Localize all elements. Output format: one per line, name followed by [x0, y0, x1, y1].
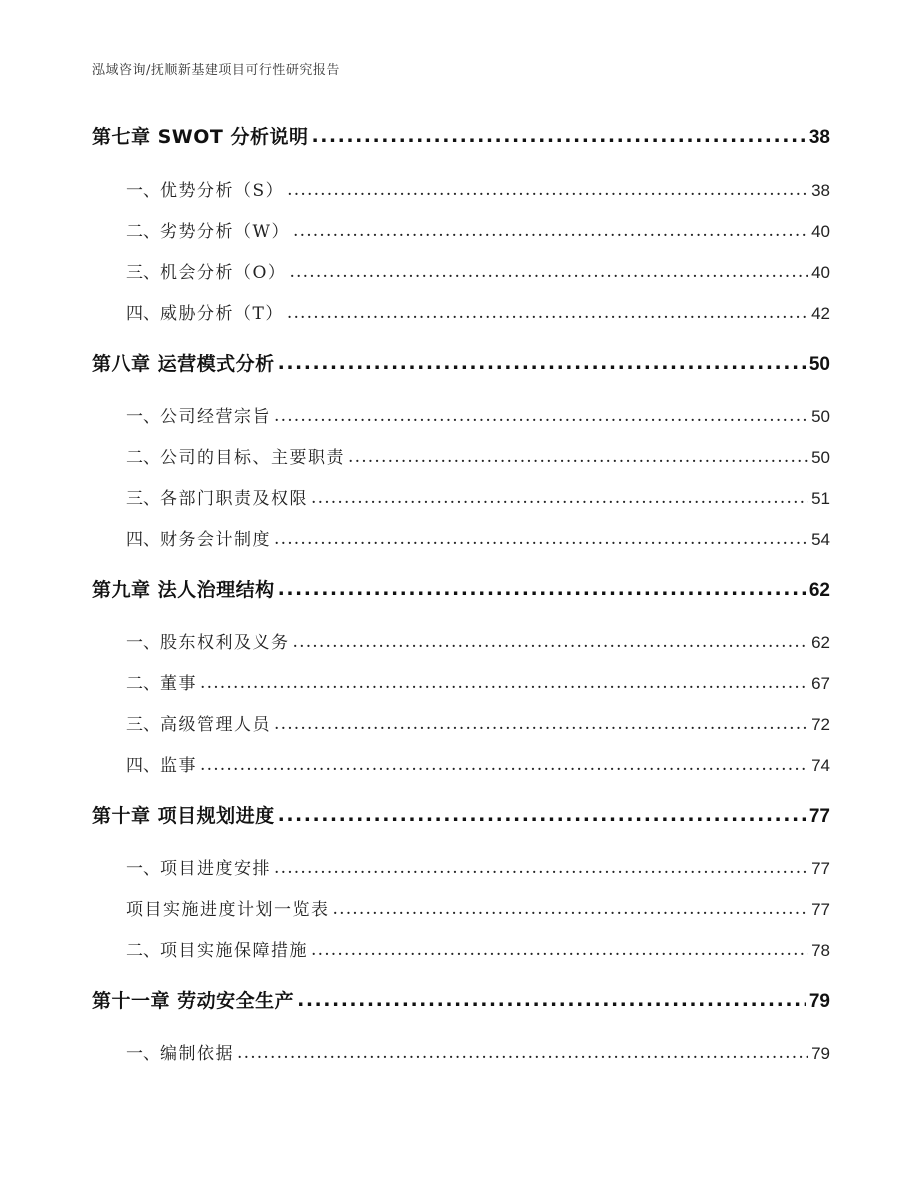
toc-section-number: 二、: [126, 941, 160, 961]
toc-section-9-3[interactable]: [126, 710, 830, 735]
toc-leader-dots: [278, 578, 806, 600]
toc-leader-dots: [278, 804, 806, 826]
toc-page-number: 50: [811, 407, 830, 426]
running-header: 泓域咨询/抚顺新基建项目可行性研究报告: [92, 63, 340, 78]
toc-section-title: 机会分析（O）: [160, 263, 287, 283]
toc-section-title: 项目实施进度计划一览表: [126, 900, 330, 920]
toc-page-number: 62: [811, 633, 830, 652]
toc-leader-dots: [274, 529, 808, 549]
toc-section-number: 一、: [126, 181, 160, 201]
toc-chapter-11[interactable]: [92, 986, 830, 1013]
toc-page-number: 62: [808, 580, 830, 601]
toc-section-number: 一、: [126, 859, 160, 879]
toc-leader-dots: [297, 989, 806, 1011]
toc-section-number: 四、: [126, 530, 160, 550]
toc-section-8-2[interactable]: [126, 443, 830, 468]
toc-leader-dots: [287, 303, 808, 323]
toc-section-9-4[interactable]: [126, 751, 830, 776]
toc-leader-dots: [200, 673, 808, 693]
toc-section-9-1[interactable]: [126, 628, 830, 653]
toc-page-number: 50: [808, 354, 830, 375]
toc-page-number: 54: [811, 530, 830, 549]
toc-leader-dots: [293, 632, 809, 652]
toc-subsection-10-1a[interactable]: [126, 895, 830, 920]
toc-leader-dots: [311, 488, 808, 508]
toc-leader-dots: [274, 406, 808, 426]
toc-section-number: 二、: [126, 674, 160, 694]
toc-section-title: 威胁分析（T）: [160, 304, 284, 324]
toc-section-7-3[interactable]: [126, 258, 830, 283]
toc-section-7-4[interactable]: [126, 299, 830, 324]
toc-chapter-title: 第八章 运营模式分析: [92, 353, 275, 375]
toc-page-number: 72: [811, 715, 830, 734]
toc-page-number: 77: [808, 806, 830, 827]
toc-leader-dots: [287, 180, 808, 200]
toc-page-number: 50: [811, 448, 830, 467]
toc-section-title: 公司的目标、主要职责: [160, 448, 345, 468]
toc-section-number: 二、: [126, 222, 160, 242]
toc-chapter-title: 第十章 项目规划进度: [92, 805, 275, 827]
toc-leader-dots: [311, 125, 805, 147]
toc-section-title: 项目进度安排: [160, 859, 271, 879]
toc-page-number: 51: [811, 489, 830, 508]
toc-leader-dots: [311, 940, 808, 960]
toc-page-number: 77: [811, 900, 830, 919]
toc-leader-dots: [274, 858, 808, 878]
toc-page-number: 67: [811, 674, 830, 693]
toc-chapter-title: 第九章 法人治理结构: [92, 579, 275, 601]
toc-section-9-2[interactable]: [126, 669, 830, 694]
toc-section-title: 劣势分析（W）: [160, 222, 290, 242]
toc-section-title: 财务会计制度: [160, 530, 271, 550]
toc-section-8-3[interactable]: [126, 484, 830, 509]
toc-leader-dots: [293, 221, 808, 241]
toc-section-title: 股东权利及义务: [160, 633, 290, 653]
toc-section-number: 三、: [126, 715, 160, 735]
toc-section-title: 监事: [160, 756, 197, 776]
toc-chapter-7[interactable]: [92, 122, 830, 149]
toc-section-number: 四、: [126, 304, 160, 324]
toc-section-title: 编制依据: [160, 1044, 234, 1064]
toc-page-number: 38: [811, 181, 830, 200]
toc-leader-dots: [278, 352, 806, 374]
toc-chapter-title: 第七章 SWOT 分析说明: [92, 126, 309, 148]
toc-section-title: 董事: [160, 674, 197, 694]
toc-section-7-1[interactable]: [126, 176, 830, 201]
toc-section-title: 高级管理人员: [160, 715, 271, 735]
toc-page-number: 78: [811, 941, 830, 960]
toc-section-8-1[interactable]: [126, 402, 830, 427]
toc-section-10-1[interactable]: [126, 854, 830, 879]
toc-section-title: 公司经营宗旨: [160, 407, 271, 427]
toc-leader-dots: [237, 1043, 808, 1063]
toc-leader-dots: [333, 899, 809, 919]
toc-leader-dots: [289, 262, 808, 282]
toc-section-number: 一、: [126, 633, 160, 653]
toc-leader-dots: [274, 714, 808, 734]
toc-page-number: 79: [811, 1044, 830, 1063]
toc-leader-dots: [200, 755, 808, 775]
toc-page-number: 40: [811, 263, 830, 282]
toc-section-number: 二、: [126, 448, 160, 468]
toc-chapter-9[interactable]: [92, 575, 830, 602]
toc-leader-dots: [348, 447, 808, 467]
toc-section-number: 三、: [126, 489, 160, 509]
toc-page-number: 38: [808, 127, 830, 148]
toc-chapter-title: 第十一章 劳动安全生产: [92, 990, 295, 1012]
toc-section-10-2[interactable]: [126, 936, 830, 961]
toc-section-number: 四、: [126, 756, 160, 776]
toc-section-number: 三、: [126, 263, 160, 283]
toc-page-number: 40: [811, 222, 830, 241]
toc-section-11-1[interactable]: [126, 1039, 830, 1064]
toc-chapter-8[interactable]: [92, 349, 830, 376]
toc-page-number: 74: [811, 756, 830, 775]
toc-section-title: 项目实施保障措施: [160, 941, 308, 961]
toc-section-7-2[interactable]: [126, 217, 830, 242]
toc-section-8-4[interactable]: [126, 525, 830, 550]
toc-section-title: 优势分析（S）: [160, 181, 285, 201]
toc-page-number: 77: [811, 859, 830, 878]
toc-page-number: 79: [808, 991, 830, 1012]
toc-page-number: 42: [811, 304, 830, 323]
toc-chapter-10[interactable]: [92, 801, 830, 828]
toc-section-title: 各部门职责及权限: [160, 489, 308, 509]
toc-section-number: 一、: [126, 407, 160, 427]
toc-section-number: 一、: [126, 1044, 160, 1064]
